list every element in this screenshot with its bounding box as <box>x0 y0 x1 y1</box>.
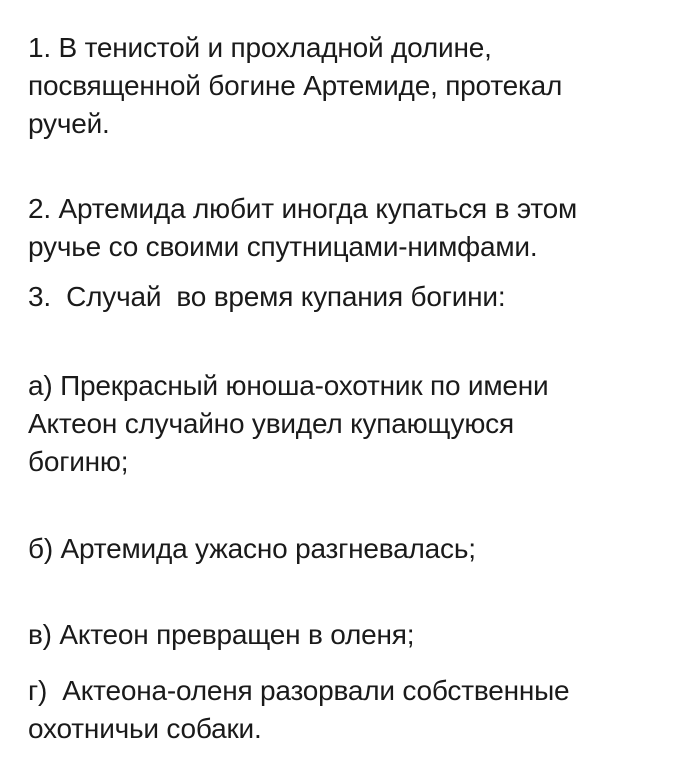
paragraph-1: 1. В тенистой и прохладной долине, посвященной богине Артемиде, протекал ручей. <box>28 32 563 139</box>
paragraph-3: 3. Случай во время купания богини: <box>28 281 506 312</box>
paragraph-2: 2. Артемида любит иногда купаться в этом ручье со своими спутницами-нимфами. <box>28 193 578 262</box>
paragraph-item-v: в) Актеон превращен в оленя; <box>28 619 415 650</box>
paragraph-item-a: а) Прекрасный юноша-охотник по имени Актеон случайно увидел купающуюся богиню; <box>28 370 549 477</box>
paragraph-item-b: б) Артемида ужасно разгневалась; <box>28 533 476 564</box>
paragraph-item-g: г) Актеона-оленя разорвали собственные охотничьи собаки. <box>28 675 570 744</box>
